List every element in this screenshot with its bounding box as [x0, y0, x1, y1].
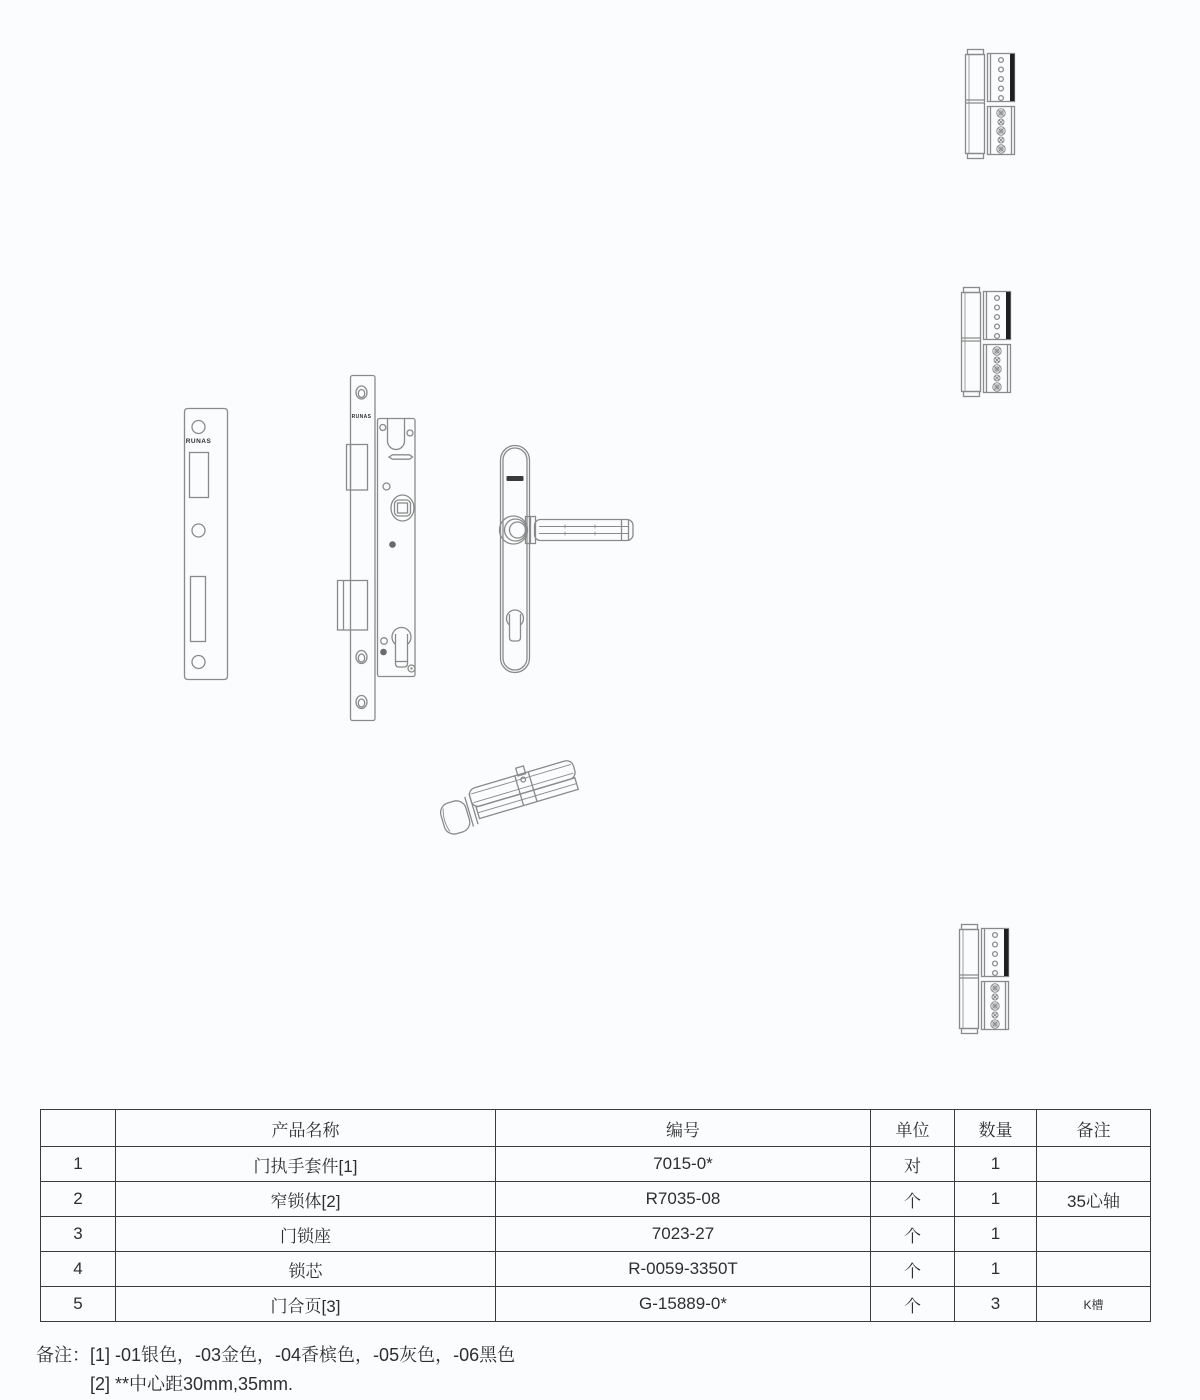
- door-handle-drawing: [500, 446, 634, 673]
- lock-cylinder-drawing: [434, 752, 582, 836]
- cell-remark: [1037, 1147, 1151, 1182]
- cell-name: 锁芯: [116, 1252, 496, 1287]
- table-header-row: [41, 1110, 1151, 1147]
- handle-lever: [535, 520, 634, 541]
- table-row: [41, 1287, 1151, 1322]
- screw-hole-icon: [192, 421, 205, 434]
- col-header-unit: 单位: [871, 1110, 955, 1147]
- dead-bolt: [338, 581, 368, 631]
- footnote-line: [2] **中心距30mm,35mm.: [90, 1374, 294, 1394]
- narrow-lock-body-drawing: [338, 376, 416, 721]
- brand-logo-text: RUNAS: [351, 414, 372, 420]
- u-notch: [388, 419, 405, 450]
- strike-plate-drawing: [185, 409, 228, 680]
- col-header-qty: 数量: [955, 1110, 1037, 1147]
- cell-qty: 3: [955, 1287, 1037, 1322]
- cell-unit: 个: [871, 1287, 955, 1322]
- col-header-remark: 备注: [1037, 1110, 1151, 1147]
- cell-name: 门合页[3]: [116, 1287, 496, 1322]
- col-header-name: 产品名称: [116, 1110, 496, 1147]
- col-header-index: [41, 1110, 116, 1147]
- table-row: [41, 1252, 1151, 1287]
- cell-code: 7015-0*: [496, 1147, 871, 1182]
- cell-qty: 1: [955, 1182, 1037, 1217]
- cell-unit: 对: [871, 1147, 955, 1182]
- cell-qty: 1: [955, 1217, 1037, 1252]
- brand-logo-text: RUNAS: [185, 438, 212, 445]
- cell-no: 4: [41, 1252, 116, 1287]
- footnotes-label: 备注：: [36, 1345, 90, 1365]
- hinge-drawing-middle: [962, 288, 1011, 397]
- lock-faceplate: [351, 376, 376, 721]
- cell-unit: 个: [871, 1252, 955, 1287]
- cell-no: 3: [41, 1217, 116, 1252]
- cell-no: 1: [41, 1147, 116, 1182]
- cell-remark: 35心轴: [1037, 1182, 1151, 1217]
- cell-code: G-15889-0*: [496, 1287, 871, 1322]
- handle-rose: [500, 516, 528, 544]
- cell-remark: [1037, 1252, 1151, 1287]
- screw-hole-icon: [192, 656, 205, 669]
- col-header-code: 编号: [496, 1110, 871, 1147]
- screw-hole-icon: [192, 524, 205, 537]
- cell-name: 门锁座: [116, 1217, 496, 1252]
- cell-code: 7023-27: [496, 1217, 871, 1252]
- cell-unit: 个: [871, 1182, 955, 1217]
- footnotes: [36, 1341, 515, 1399]
- cell-name: 窄锁体[2]: [116, 1182, 496, 1217]
- brand-logo-bar: [507, 476, 524, 481]
- cell-code: R7035-08: [496, 1182, 871, 1217]
- cell-name: 门执手套件[1]: [116, 1147, 496, 1182]
- bolt-slot: [389, 455, 413, 459]
- cell-no: 2: [41, 1182, 116, 1217]
- cell-remark: K槽: [1037, 1287, 1151, 1322]
- latch-cutout: [190, 453, 209, 498]
- latch-bolt: [347, 445, 368, 491]
- deadbolt-cutout: [191, 577, 206, 642]
- table-row: [41, 1217, 1151, 1252]
- parts-table: [40, 1109, 1151, 1322]
- cell-qty: 1: [955, 1147, 1037, 1182]
- cell-code: R-0059-3350T: [496, 1252, 871, 1287]
- cell-no: 5: [41, 1287, 116, 1322]
- hinge-drawing-bottom: [960, 925, 1009, 1034]
- cell-unit: 个: [871, 1217, 955, 1252]
- cell-qty: 1: [955, 1252, 1037, 1287]
- table-row: [41, 1182, 1151, 1217]
- cell-remark: [1037, 1217, 1151, 1252]
- footnote-line: [1] -01银色，-03金色，-04香槟色，-05灰色，-06黑色: [90, 1345, 516, 1365]
- table-row: [41, 1147, 1151, 1182]
- hinge-drawing-top: [966, 50, 1015, 159]
